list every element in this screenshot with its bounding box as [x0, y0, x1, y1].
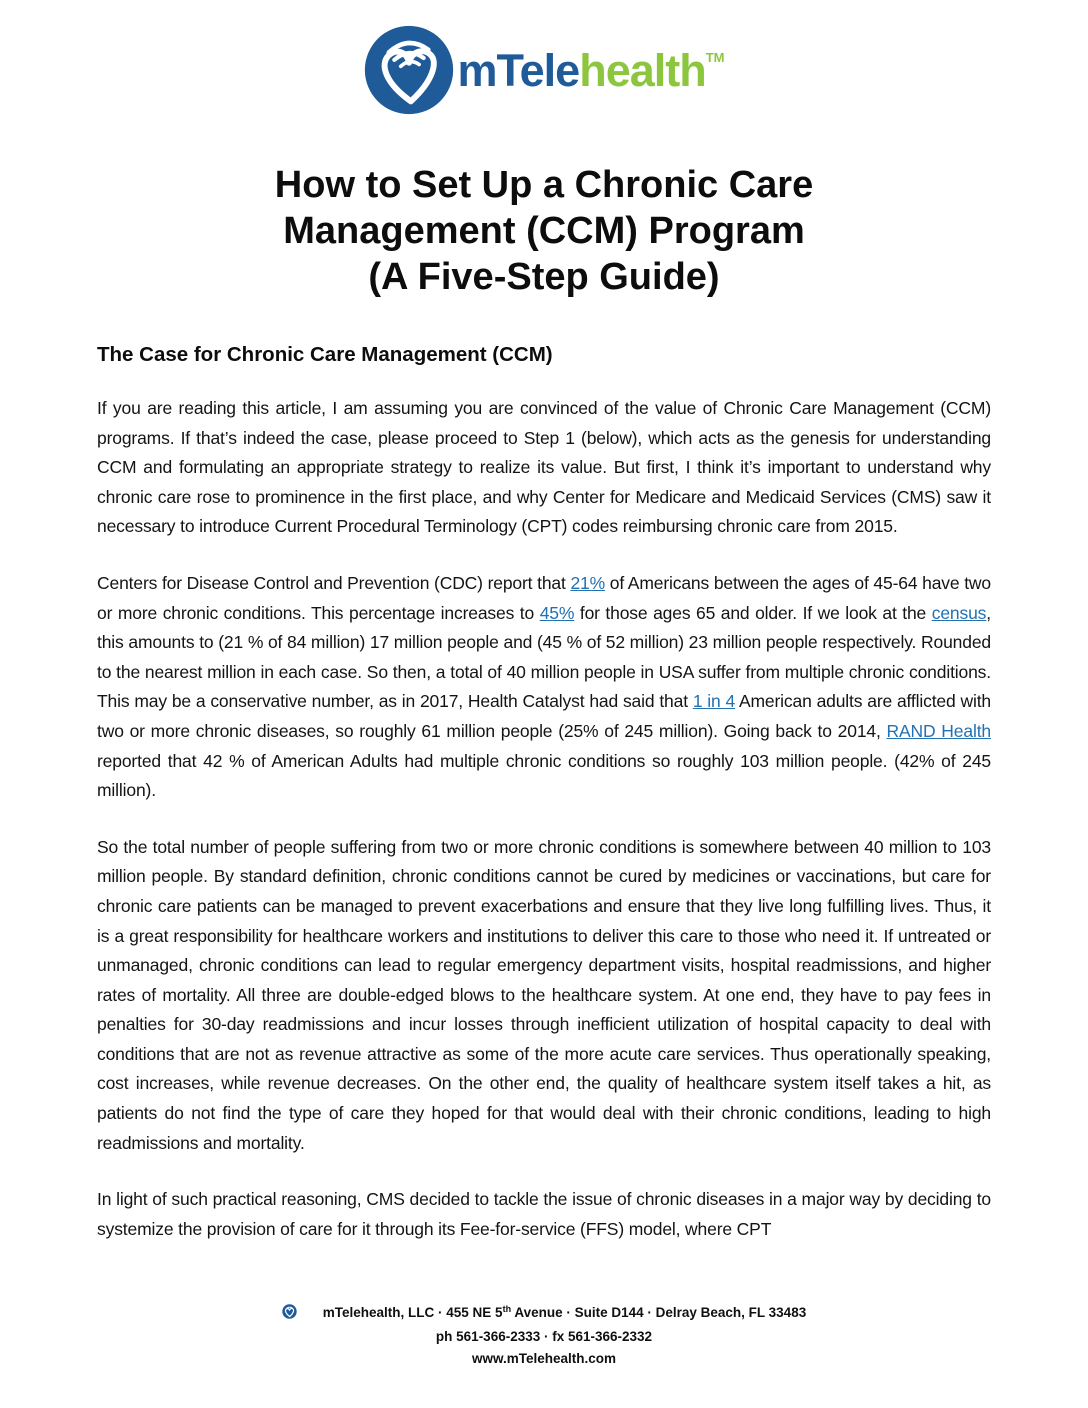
body-paragraphs	[97, 394, 991, 1244]
paragraph-text: So the total number of people suffering from two or more chronic conditions is somewhere between 40 million to 103 million people. By standard definition, chronic conditions cannot be cured by medicines or vaccinations, but care for chronic care patients can be managed to prevent exacerbations and ensure that they live long fulfilling lives. Thus, it is a great responsibility for healthcare workers and institutions to deliver this care to those who need it. If untreated or unmanaged, chronic conditions can lead to regular emergency department visits, hospital readmissions, and higher rates of mortality. All three are double-edged blows to the healthcare system. At one end, they have to pay fees in penalties for 30-day readmissions and incur losses through inefficient utilization of hospital capacity to deal with conditions that are not as revenue attractive as some of the more acute care services. Thus operationally speaking, cost increases, while revenue decreases. On the other end, the quality of healthcare system itself takes a hit, as patients do not find the type of care they hoped for that would deal with their chronic conditions, leading to high readmissions and mortality.	[97, 836, 991, 1153]
paragraph-text: for those ages 65 and older. If we look at the	[574, 602, 932, 623]
footer-website: www.mTelehealth.com	[471, 1350, 617, 1366]
hyperlink-21-[interactable]: 21%	[570, 572, 606, 593]
footer-phone-line: ph 561-366-2333 · fx 561-366-2332	[435, 1328, 653, 1344]
logo-wordmark-green: health	[579, 44, 706, 96]
paragraph-text: Centers for Disease Control and Prevention (CDC) report that	[97, 572, 571, 593]
paragraph-4	[97, 1185, 991, 1244]
mtelehealth-logo	[97, 22, 991, 118]
hyperlink-rand-health[interactable]: RAND Health	[886, 720, 991, 741]
footer-address-superscript: th	[502, 1304, 512, 1314]
paragraph-text: , this amounts to (21 % of 84 million) 17 million people and (45 % of 52 million) 23 million people respectively. Rounded to the nearest million in each case. So then, a total of 40 million people in USA suffer from multiple chronic conditions. This may be a conservative number, as in 2017, Health Catalyst had said that	[97, 602, 991, 712]
paragraph-text: of Americans between the ages of 45-64 have two or more chronic conditions. This percentage increases to	[97, 572, 991, 623]
paragraph-2	[97, 569, 991, 806]
footer-logo-icon	[282, 1304, 297, 1319]
hyperlink-census[interactable]: census	[931, 602, 987, 623]
hyperlink-45-[interactable]: 45%	[539, 602, 575, 623]
footer-address: mTelehealth, LLC · 455 NE 5th Avenue · Suite D144 · Delray Beach, FL 33483	[322, 1304, 807, 1320]
page-footer	[0, 1298, 1088, 1370]
mtelehealth-logo-icon	[363, 24, 455, 116]
document-title	[97, 162, 991, 300]
hyperlink-1-in-4[interactable]: 1 in 4	[692, 691, 736, 712]
document-title-line-2: Management (CCM) Program	[283, 210, 805, 252]
paragraph-text: If you are reading this article, I am assuming you are convinced of the value of Chronic Care Management (CCM) programs. If that’s indeed the case, please proceed to Step 1 (below), which acts as the genesis for understanding CCM and formulating an appropriate strategy to realize its value. But first, I think it’s important to understand why chronic care rose to prominence in the first place, and why Center for Medicare and Medicaid Services (CMS) saw it necessary to introduce Current Procedural Terminology (CPT) codes reimbursing chronic care from 2015.	[97, 398, 991, 537]
document-title-line-3: (A Five-Step Guide)	[368, 256, 720, 298]
trademark-symbol: TM	[705, 49, 725, 65]
paragraph-text: American adults are afflicted with two or more chronic diseases, so roughly 61 million people (25% of 245 million). Going back to 2014,	[97, 691, 991, 741]
paragraph-1	[97, 394, 991, 542]
paragraph-text: In light of such practical reasoning, CMS decided to tackle the issue of chronic diseases in a major way by deciding to systemize the provision of care for it through its Fee-for-service (FFS) model, where CPT	[97, 1189, 991, 1239]
paragraph-text: reported that 42 % of American Adults had multiple chronic conditions so roughly 103 million people. (42% of 245 million).	[97, 750, 991, 801]
section-heading: The Case for Chronic Care Management (CCM)	[97, 343, 553, 366]
logo-wordmark	[457, 44, 725, 96]
document-title-line-1: How to Set Up a Chronic Care	[274, 164, 814, 206]
logo-wordmark-blue: mTele	[457, 44, 580, 96]
footer-company-line	[282, 1298, 806, 1324]
paragraph-3	[97, 833, 991, 1159]
